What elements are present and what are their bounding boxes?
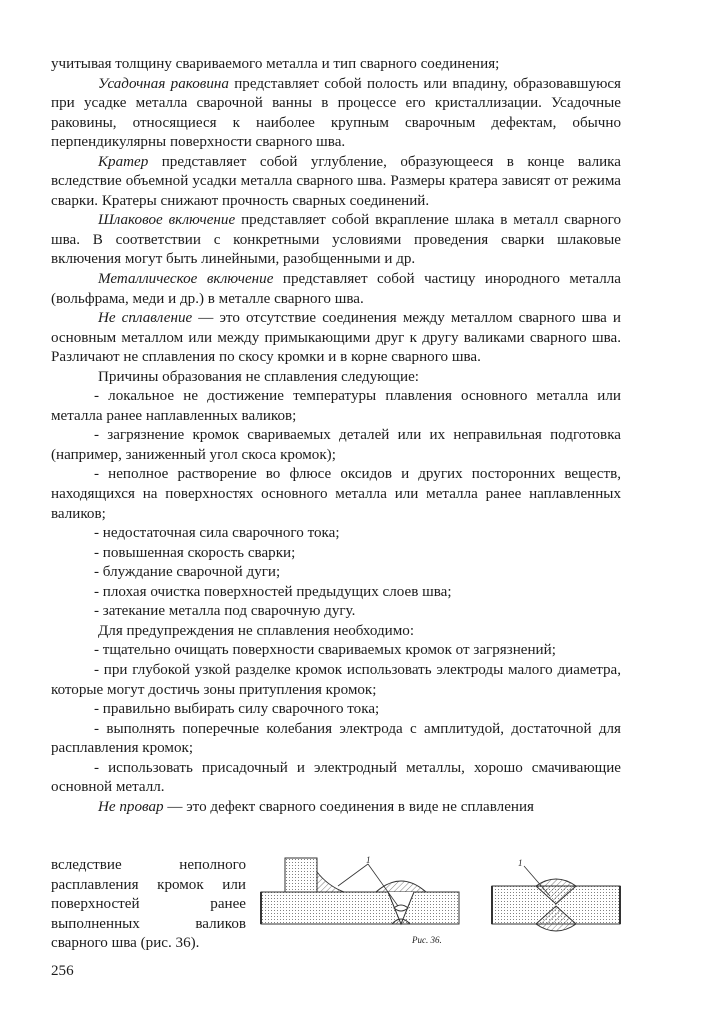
defined-term: Не сплавление — [98, 310, 193, 327]
body-text — [51, 55, 621, 817]
list-item — [51, 583, 621, 603]
leader-label-left: 1 — [366, 855, 371, 865]
list-item — [51, 465, 621, 524]
paragraph-text: - недостаточная сила сварочного тока; — [94, 525, 340, 542]
defined-term: Шлаковое включение — [98, 212, 236, 229]
text-line: выполненных валиков — [51, 915, 246, 932]
list-item — [51, 524, 621, 544]
page-number: 256 — [51, 963, 74, 979]
paragraph — [51, 368, 621, 388]
paragraph-text: учитывая толщину свариваемого металла и тип сварного соединения; — [51, 56, 500, 72]
paragraph — [51, 622, 621, 642]
list-item — [51, 661, 621, 700]
paragraph — [51, 270, 621, 309]
defined-term: Кратер — [98, 153, 149, 170]
paragraph-text: — это дефект сварного соединения в виде не сплавления — [163, 798, 534, 815]
paragraph — [51, 55, 621, 75]
paragraph-text: - плохая очистка поверхностей предыдущих слоев шва; — [94, 583, 452, 600]
figure-caption: Рис. 36. — [412, 935, 442, 945]
text-line: вследствие неполного — [51, 857, 246, 873]
paragraph-text: - выполнять поперечные колебания электрода с амплитудой, достаточной для расплавления кромок; — [51, 720, 621, 757]
paragraph-text: представляет собой углубление, образующееся в конце валика вследствие объемной усадки металла сварного шва. Размеры кратера зависят от режима сварки. Кратеры снижают прочность сварных соединений. — [51, 153, 621, 209]
paragraph-text: представляет собой частицу инородного металла (вольфрама, меди и др.) в металле сварного шва. — [51, 271, 621, 307]
paragraph-text: Для предупреждения не сплавления необходимо: — [98, 622, 415, 639]
paragraph-text: - при глубокой узкой разделке кромок использовать электроды малого диаметра, которые могут достичь зоны притупления кромок; — [51, 661, 621, 698]
paragraph-text: представляет собой полость или впадину, образовавшуюся при усадке металла сварочной ванны в процессе его кристаллизации. Усадочные раковины, относящиеся к наиболее крупным сварочным дефектам, обычно перпендикулярны поверхности сварного шва. — [51, 75, 621, 151]
list-item — [51, 720, 621, 759]
leader-label-right: 1 — [518, 858, 523, 868]
paragraph-text: Причины образования не сплавления следующие: — [98, 368, 419, 385]
paragraph — [51, 798, 621, 818]
defined-term: Металлическое включение — [98, 271, 274, 288]
list-item — [51, 544, 621, 564]
list-item — [51, 602, 621, 622]
paragraph-text: - тщательно очищать поверхности свариваемых кромок от загрязнений; — [94, 642, 556, 659]
paragraph-text: представляет собой вкрапление шлака в металл сварного шва. В соответствии с конкретными условиями проведения сварки шлаковые включения могут быть линейными, разобщенными и др. — [51, 212, 621, 268]
list-item — [51, 759, 621, 798]
paragraph-text: - локальное не достижение температуры плавления основного металла или металла ранее наплавленных валиков; — [51, 388, 621, 424]
list-item — [51, 387, 621, 426]
text-line: поверхностей ранее — [51, 896, 246, 913]
text-line: сварного шва (рис. 36). — [51, 935, 200, 952]
text-line: расплавления кромок или — [51, 876, 246, 893]
paragraph — [51, 211, 621, 270]
left-joint-sketch — [261, 858, 459, 924]
list-item — [51, 426, 621, 465]
paragraph-text: - загрязнение кромок свариваемых деталей или их неправильная подготовка (например, заниженный угол скоса кромок); — [51, 427, 621, 463]
defined-term: Не провар — [98, 798, 164, 815]
paragraph-text: - неполное растворение во флюсе оксидов и других посторонних веществ, находящихся на поверхностях основного металла или металла ранее наплавленных валиков; — [51, 466, 621, 522]
right-joint-drawing — [488, 852, 624, 932]
paragraph-text: - затекание металла под сварочную дугу. — [94, 603, 356, 620]
paragraph-text: - блуждание сварочной дуги; — [94, 564, 281, 581]
paragraph — [51, 153, 621, 212]
defined-term: Усадочная раковина — [98, 75, 229, 92]
list-item — [51, 700, 621, 720]
paragraph-text: — это отсутствие соединения между металлом сварного шва и основным металлом или между примыкающими друг к другу валиками сварного шва. Различают не сплавления по скосу кромки и в корне сварного шва. — [51, 310, 621, 366]
paragraph — [51, 309, 621, 368]
paragraph-text: - использовать присадочный и электродный металлы, хорошо смачивающие основной металл. — [51, 759, 621, 796]
paragraph-text: - правильно выбирать силу сварочного тока; — [94, 701, 380, 718]
list-item — [51, 641, 621, 661]
paragraph-text: - повышенная скорость сварки; — [94, 544, 296, 561]
list-item — [51, 563, 621, 583]
wrapped-text-beside-figure — [51, 856, 246, 954]
paragraph — [51, 75, 621, 153]
